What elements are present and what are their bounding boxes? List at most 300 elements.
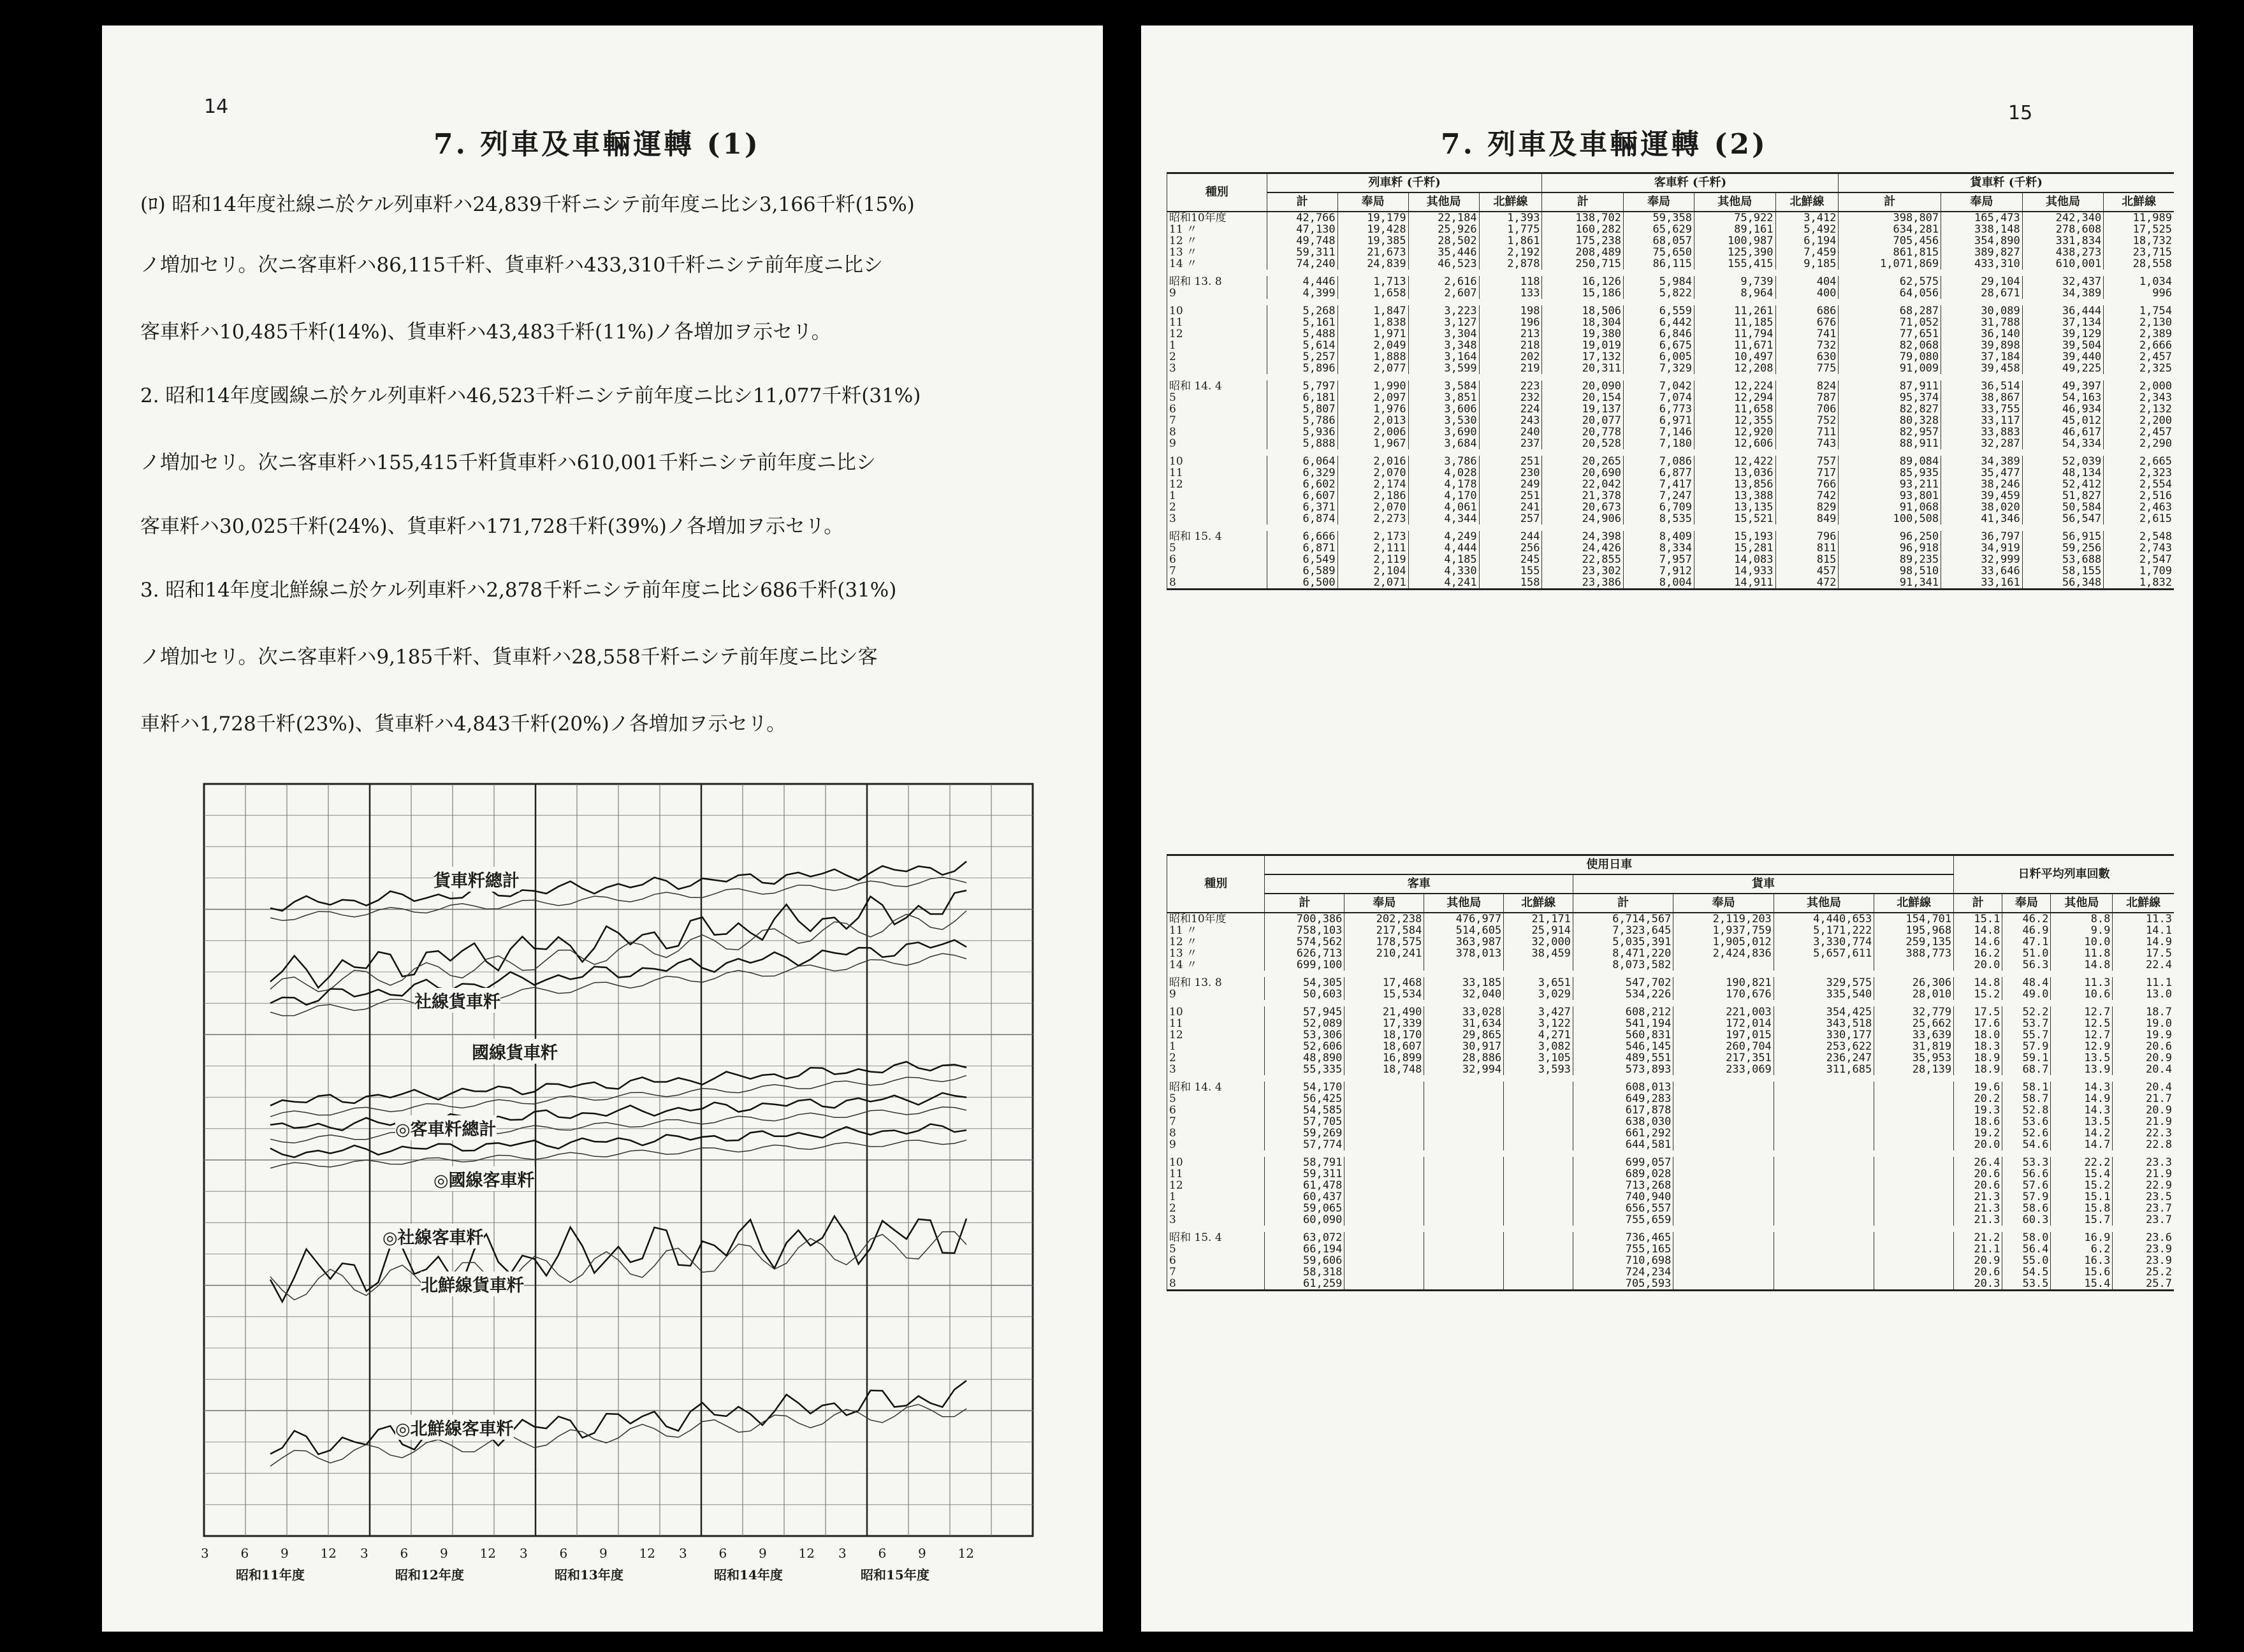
table-cell: 2,130 [2104, 317, 2174, 328]
row-label: 10 [1167, 1006, 1265, 1018]
table-cell: 2,200 [2104, 415, 2174, 426]
row-label: 3 [1167, 1214, 1265, 1226]
table-cell: 7,086 [1624, 456, 1694, 467]
table-cell: 53,306 [1265, 1029, 1344, 1041]
table-cell: 80,328 [1839, 415, 1941, 426]
table-cell: 25,926 [1408, 224, 1479, 235]
page-number: 14 [204, 96, 229, 118]
table-cell: 2,273 [1337, 513, 1408, 525]
table-row [1167, 1139, 2175, 1150]
table-cell: 256 [1479, 542, 1542, 554]
table-cell: 198 [1479, 305, 1542, 317]
table-row [1167, 490, 2175, 502]
table-row [1167, 948, 2175, 959]
table-cell [1344, 1082, 1424, 1093]
table-cell: 48.4 [2002, 977, 2051, 989]
table-row [1167, 577, 2175, 590]
table-cell: 1,847 [1337, 305, 1408, 317]
table-cell: 33,883 [1941, 426, 2023, 438]
month-tick-label: 12 [958, 1546, 974, 1561]
paragraph-line: (ﾛ) 昭和14年度社線ニ於ケル列車粁ハ24,839千粁ニシテ前年度ニ比シ3,166千粁(15%) [140, 193, 915, 216]
table-cell: 5,035,391 [1573, 936, 1673, 948]
row-label: 14 〃 [1167, 959, 1265, 971]
table-cell: 3,427 [1504, 1006, 1573, 1018]
table-cell: 13.9 [2051, 1064, 2113, 1075]
table-cell: 13,388 [1694, 490, 1775, 502]
table-cell: 6,589 [1267, 565, 1337, 577]
table-cell: 89,084 [1839, 456, 1941, 467]
row-label: 2 [1167, 502, 1267, 513]
table-cell: 23,302 [1542, 565, 1624, 577]
table-cell: 230 [1479, 467, 1542, 479]
row-label: 9 [1167, 438, 1267, 449]
table-cell: 20,673 [1542, 502, 1624, 513]
table-row [1167, 1093, 2175, 1105]
table-cell: 12.5 [2051, 1018, 2113, 1029]
table-cell: 11.8 [2051, 948, 2113, 959]
table-cell: 6,675 [1624, 340, 1694, 351]
table-cell: 400 [1775, 287, 1839, 299]
table-cell: 388,773 [1874, 948, 1954, 959]
table-cell: 20.6 [1954, 1168, 2002, 1180]
table-cell: 1,937,759 [1673, 925, 1774, 936]
table-cell: 6,442 [1624, 317, 1694, 328]
table-cell: 58,155 [2022, 565, 2104, 577]
table-cell: 39,458 [1941, 363, 2023, 374]
table-row [1167, 502, 2175, 513]
table-row [1167, 1168, 2175, 1180]
table-cell: 14.8 [1954, 925, 2002, 936]
table-cell: 39,129 [2022, 328, 2104, 340]
table-cell [1673, 1180, 1774, 1191]
row-label: 6 [1167, 403, 1267, 415]
table-cell [1344, 1243, 1424, 1255]
table-cell: 57.9 [2002, 1041, 2051, 1052]
fiscal-year-label: 昭和15年度 [861, 1567, 929, 1583]
table-cell: 55,335 [1265, 1064, 1344, 1075]
table-cell: 54,334 [2022, 438, 2104, 449]
table-row [1167, 925, 2175, 936]
table-cell [1673, 1243, 1774, 1255]
col-subheader: 計 [1265, 894, 1344, 913]
table-cell: 335,540 [1774, 989, 1874, 1000]
table-cell [1424, 1266, 1504, 1278]
table-cell: 39,504 [2022, 340, 2104, 351]
table-cell: 18,748 [1344, 1064, 1424, 1075]
table-cell: 22.8 [2113, 1139, 2174, 1150]
table-cell: 4,061 [1408, 502, 1479, 513]
col-group-header: 貨車 [1573, 874, 1953, 894]
table-cell [1344, 1139, 1424, 1150]
table-cell: 58.6 [2002, 1203, 2051, 1214]
table-cell: 7,180 [1624, 438, 1694, 449]
table-cell: 6,549 [1267, 554, 1337, 565]
table-cell: 28,671 [1941, 287, 2023, 299]
table-cell: 79,080 [1839, 351, 1941, 363]
table-cell: 13,856 [1694, 479, 1775, 490]
table-cell: 2,878 [1479, 258, 1542, 270]
table-cell: 24,426 [1542, 542, 1624, 554]
table-cell: 53.6 [2002, 1116, 2051, 1127]
table-cell: 2,607 [1408, 287, 1479, 299]
table-cell [1424, 1191, 1504, 1203]
table-cell: 21.3 [1954, 1214, 2002, 1226]
table-cell [1424, 1255, 1504, 1266]
table-cell: 573,893 [1573, 1064, 1673, 1075]
table-cell: 42,766 [1267, 212, 1337, 224]
table-cell: 608,212 [1573, 1006, 1673, 1018]
table-cell: 21.2 [1954, 1232, 2002, 1243]
table-cell [1504, 1139, 1573, 1150]
table-cell: 354,425 [1774, 1006, 1874, 1018]
table-cell: 55.0 [2002, 1255, 2051, 1266]
table-cell: 6,371 [1267, 502, 1337, 513]
table-cell: 34,919 [1941, 542, 2023, 554]
table-cell [1673, 1214, 1774, 1226]
table-cell: 14.3 [2051, 1105, 2113, 1116]
table-cell: 89,161 [1694, 224, 1775, 235]
table-cell [1774, 1082, 1874, 1093]
table-cell: 17,132 [1542, 351, 1624, 363]
row-label: 6 [1167, 554, 1267, 565]
table-row [1167, 959, 2175, 971]
table-cell: 15,281 [1694, 542, 1775, 554]
row-label: 9 [1167, 989, 1265, 1000]
table-cell: 77,651 [1839, 328, 1941, 340]
table-cell: 9,739 [1694, 276, 1775, 287]
table-cell [1673, 1093, 1774, 1105]
row-label: 3 [1167, 513, 1267, 525]
graph-label: ◎北鮮線客車粁 [395, 1415, 514, 1440]
table-cell: 32,994 [1424, 1064, 1504, 1075]
month-tick-label: 9 [280, 1546, 289, 1561]
table-cell: 5,268 [1267, 305, 1337, 317]
table-cell: 62,575 [1839, 276, 1941, 287]
row-label: 6 [1167, 1255, 1265, 1266]
table-cell: 617,878 [1573, 1105, 1673, 1116]
table-cell [1424, 1203, 1504, 1214]
table-cell [1504, 1093, 1573, 1105]
table-row [1167, 1116, 2175, 1127]
table-cell [1774, 1127, 1874, 1139]
table-cell: 68.7 [2002, 1064, 2051, 1075]
table-cell [1874, 1139, 1954, 1150]
table-cell: 14.6 [1954, 936, 2002, 948]
table-cell: 251 [1479, 456, 1542, 467]
table-cell [1673, 1278, 1774, 1291]
table-cell: 58.1 [2002, 1082, 2051, 1093]
table-cell [1673, 1127, 1774, 1139]
table-cell: 1,976 [1337, 403, 1408, 415]
table-cell: 54.6 [2002, 1139, 2051, 1150]
table-cell: 20,154 [1542, 392, 1624, 403]
table-cell: 21.9 [2113, 1168, 2174, 1180]
table-cell: 20.6 [2113, 1041, 2174, 1052]
table-cell: 175,238 [1542, 235, 1624, 247]
table-cell [1504, 1082, 1573, 1093]
table-cell: 59,311 [1267, 247, 1337, 258]
table-cell: 46,617 [2022, 426, 2104, 438]
table-cell: 50,603 [1265, 989, 1344, 1000]
table-cell: 19,385 [1337, 235, 1408, 247]
table-cell: 6,602 [1267, 479, 1337, 490]
graph-label: ◎社線客車粁 [382, 1224, 484, 1249]
table-cell: 49.0 [2002, 989, 2051, 1000]
table-cell: 3,786 [1408, 456, 1479, 467]
table-cell: 3,593 [1504, 1064, 1573, 1075]
table-cell: 3,127 [1408, 317, 1479, 328]
table-cell: 534,226 [1573, 989, 1673, 1000]
table-cell: 59.1 [2002, 1052, 2051, 1064]
table-cell: 91,341 [1839, 577, 1941, 590]
table-cell: 23.7 [2113, 1214, 2174, 1226]
table-cell: 218 [1479, 340, 1542, 351]
table-cell: 75,650 [1624, 247, 1694, 258]
table-cell [1874, 1278, 1954, 1291]
table-cell: 8,409 [1624, 531, 1694, 542]
table-cell: 32,999 [1941, 554, 2023, 565]
table-cell: 57,705 [1265, 1116, 1344, 1127]
table-cell: 12.7 [2051, 1029, 2113, 1041]
table-cell: 2,343 [2104, 392, 2174, 403]
row-label: 2 [1167, 351, 1267, 363]
table-cell: 7,323,645 [1573, 925, 1673, 936]
table-cell: 2,013 [1337, 415, 1408, 426]
table-cell: 699,100 [1265, 959, 1344, 971]
table-cell: 190,821 [1673, 977, 1774, 989]
table-cell: 11,794 [1694, 328, 1775, 340]
table-cell: 93,801 [1839, 490, 1941, 502]
table-cell: 6,871 [1267, 542, 1337, 554]
table-cell: 6,709 [1624, 502, 1694, 513]
table-cell: 311,685 [1774, 1064, 1874, 1075]
row-label: 7 [1167, 565, 1267, 577]
table-cell [1504, 1116, 1573, 1127]
table-cell: 16,126 [1542, 276, 1624, 287]
table-cell: 7,957 [1624, 554, 1694, 565]
table-cell: 2,457 [2104, 426, 2174, 438]
table-cell: 2,097 [1337, 392, 1408, 403]
table-cell: 28,139 [1874, 1064, 1954, 1075]
table-cell: 1,888 [1337, 351, 1408, 363]
col-subheader: 其他局 [1694, 192, 1775, 212]
table-cell: 13.0 [2113, 989, 2174, 1000]
table-cell: 6,874 [1267, 513, 1337, 525]
table-cell: 638,030 [1573, 1116, 1673, 1127]
table-cell: 849 [1775, 513, 1839, 525]
table-cell: 210,241 [1344, 948, 1424, 959]
table-cell: 23.3 [2113, 1157, 2174, 1168]
table-row [1167, 1243, 2175, 1255]
table-row [1167, 415, 2175, 426]
table-cell: 2,000 [2104, 380, 2174, 392]
row-label: 13 〃 [1167, 247, 1267, 258]
col-subheader: 奉局 [1624, 192, 1694, 212]
table-cell: 630 [1775, 351, 1839, 363]
table-cell: 2,174 [1337, 479, 1408, 490]
table-cell: 133 [1479, 287, 1542, 299]
table-cell: 197,015 [1673, 1029, 1774, 1041]
table-cell: 12,422 [1694, 456, 1775, 467]
table-cell: 1,034 [2104, 276, 2174, 287]
table-cell: 48,134 [2022, 467, 2104, 479]
table-cell [1504, 1266, 1573, 1278]
table-cell [1504, 959, 1573, 971]
table-cell: 11.3 [2051, 977, 2113, 989]
table-cell [1874, 959, 1954, 971]
table-cell [1504, 1278, 1573, 1291]
table-cell: 6,500 [1267, 577, 1337, 590]
table-cell: 676 [1775, 317, 1839, 328]
table-cell: 35,953 [1874, 1052, 1954, 1064]
month-tick-label: 6 [240, 1546, 249, 1561]
table-cell: 20.0 [1954, 1139, 2002, 1150]
table-cell: 706 [1775, 403, 1839, 415]
col-subheader: 其他局 [2022, 192, 2104, 212]
table-cell: 82,068 [1839, 340, 1941, 351]
table-cell: 208,489 [1542, 247, 1624, 258]
table-cell: 39,898 [1941, 340, 2023, 351]
table-cell: 3,530 [1408, 415, 1479, 426]
table-cell: 711 [1775, 426, 1839, 438]
fiscal-year-label: 昭和12年度 [395, 1567, 464, 1583]
table-cell: 22,184 [1408, 212, 1479, 224]
table-cell: 155 [1479, 565, 1542, 577]
table-cell: 56.4 [2002, 1243, 2051, 1255]
table-cell: 9,185 [1775, 258, 1839, 270]
table-cell: 28,558 [2104, 258, 2174, 270]
table-row [1167, 1157, 2175, 1168]
table-cell: 59,065 [1265, 1203, 1344, 1214]
table-cell: 59,311 [1265, 1168, 1344, 1180]
table-cell: 4,170 [1408, 490, 1479, 502]
table-cell: 28,010 [1874, 989, 1954, 1000]
month-tick-label: 6 [559, 1546, 568, 1561]
table-cell: 3,412 [1775, 212, 1839, 224]
table-cell: 20,090 [1542, 380, 1624, 392]
table-cell [1673, 1232, 1774, 1243]
table-row [1167, 1191, 2175, 1203]
table-cell [1874, 1105, 1954, 1116]
table-cell: 53,688 [2022, 554, 2104, 565]
table-cell: 85,935 [1839, 467, 1941, 479]
table-cell: 12,355 [1694, 415, 1775, 426]
table-cell: 243 [1479, 415, 1542, 426]
row-label: 1 [1167, 1191, 1265, 1203]
table-cell: 15.4 [2051, 1278, 2113, 1291]
paragraph-line: 車粁ハ1,728千粁(23%)、貨車粁ハ4,843千粁(20%)ノ各増加ヲ示セリ。 [140, 713, 787, 735]
table-cell: 33,646 [1941, 565, 2023, 577]
row-label: 8 [1167, 1278, 1265, 1291]
table-cell: 12.9 [2051, 1041, 2113, 1052]
table-cell: 35,477 [1941, 467, 2023, 479]
table-cell: 19.3 [1954, 1105, 2002, 1116]
table-cell: 202,238 [1344, 913, 1424, 925]
table-cell: 472 [1775, 577, 1839, 590]
table-cell: 796 [1775, 531, 1839, 542]
table-cell: 58,318 [1265, 1266, 1344, 1278]
row-label: 12 [1167, 1180, 1265, 1191]
table-cell [1344, 959, 1424, 971]
table-cell [1504, 1191, 1573, 1203]
table-cell: 6,559 [1624, 305, 1694, 317]
table-cell [1874, 1168, 1954, 1180]
table-cell: 18.6 [1954, 1116, 2002, 1127]
table-cell: 705,593 [1573, 1278, 1673, 1291]
table-cell: 61,478 [1265, 1180, 1344, 1191]
table-row [1167, 479, 2175, 490]
table-cell: 14,911 [1694, 577, 1775, 590]
col-subheader: 其他局 [1774, 894, 1874, 913]
table-cell: 6,329 [1267, 467, 1337, 479]
table-cell: 33,755 [1941, 403, 2023, 415]
table-cell: 20.0 [1954, 959, 2002, 971]
table-cell: 12.7 [2051, 1006, 2113, 1018]
table-cell: 626,713 [1265, 948, 1344, 959]
table-cell: 389,827 [1941, 247, 2023, 258]
row-label: 1 [1167, 490, 1267, 502]
table-row [1167, 403, 2175, 415]
table-cell: 1,838 [1337, 317, 1408, 328]
table-cell: 172,014 [1673, 1018, 1774, 1029]
table-cell: 1,713 [1337, 276, 1408, 287]
table-cell: 6,877 [1624, 467, 1694, 479]
table-cell: 29,865 [1424, 1029, 1504, 1041]
table-cell: 14.3 [2051, 1082, 2113, 1093]
table-cell [1344, 1105, 1424, 1116]
table-cell: 705,456 [1839, 235, 1941, 247]
table-cell: 55.7 [2002, 1029, 2051, 1041]
month-tick-label: 6 [400, 1546, 409, 1561]
table-cell [1504, 1168, 1573, 1180]
month-tick-label: 9 [759, 1546, 767, 1561]
table-cell: 36,444 [2022, 305, 2104, 317]
table-cell [1424, 1127, 1504, 1139]
table-cell: 196 [1479, 317, 1542, 328]
month-tick-label: 6 [718, 1546, 727, 1561]
row-label: 12 〃 [1167, 235, 1267, 247]
table-cell: 2,554 [2104, 479, 2174, 490]
table-cell: 60,437 [1265, 1191, 1344, 1203]
table-row [1167, 1203, 2175, 1214]
table-cell [1774, 1105, 1874, 1116]
row-label: 5 [1167, 392, 1267, 403]
table-cell: 4,446 [1267, 276, 1337, 287]
table-cell: 11,185 [1694, 317, 1775, 328]
row-label: 12 [1167, 479, 1267, 490]
table-cell: 757 [1775, 456, 1839, 467]
table-cell: 4,028 [1408, 467, 1479, 479]
table-cell: 98,510 [1839, 565, 1941, 577]
graph-label: 社線貨車粁 [414, 988, 500, 1013]
table-cell [1673, 1116, 1774, 1127]
table-cell: 32,040 [1424, 989, 1504, 1000]
table-cell: 195,968 [1874, 925, 1954, 936]
table-cell: 2,665 [2104, 456, 2174, 467]
table-cell: 48,890 [1265, 1052, 1344, 1064]
table-cell: 2,389 [2104, 328, 2174, 340]
table-cell: 354,890 [1941, 235, 2023, 247]
table-cell: 257 [1479, 513, 1542, 525]
table-cell: 59,606 [1265, 1255, 1344, 1266]
table-cell: 219 [1479, 363, 1542, 374]
table-cell: 36,797 [1941, 531, 2023, 542]
table-cell: 2,016 [1337, 456, 1408, 467]
table-cell: 221,003 [1673, 1006, 1774, 1018]
table-cell: 52.2 [2002, 1006, 2051, 1018]
table-cell: 15.4 [2051, 1168, 2113, 1180]
table-cell: 240 [1479, 426, 1542, 438]
